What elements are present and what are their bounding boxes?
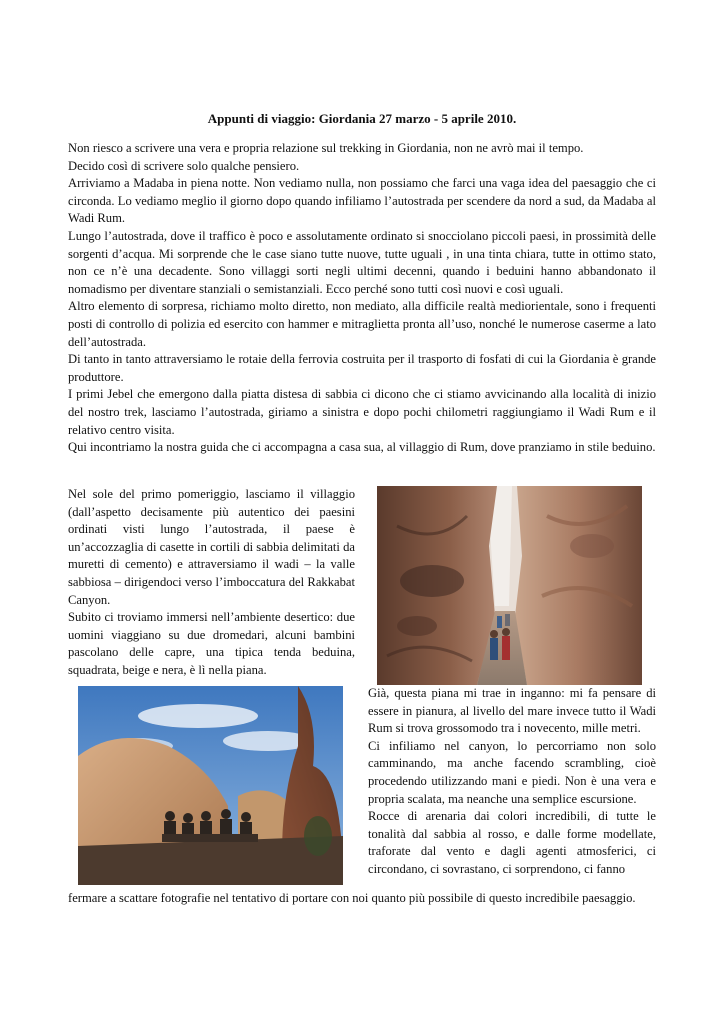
- canyon-photo: [377, 486, 642, 685]
- paragraph: Non riesco a scrivere una vera e propria relazione sul trekking in Giordania, non ne avrò mai il tempo.: [68, 141, 584, 155]
- paragraph: Arriviamo a Madaba in piena notte. Non vediamo nulla, non possiamo che farci una vaga idea del paesaggio che ci circonda. Lo vediamo meglio il giorno dopo quando infiliamo l’autostrada per scendere da nord a sud, da Madaba al Wadi Rum.: [68, 176, 656, 226]
- paragraph: Rocce di arenaria dai colori incredibili, di tutte le tonalità dal sabbia al rosso, e dalle forme modellate, traforate dal vento e dagli agenti atmosferici, ci circondano, ci sovrastano, ci sorprendono, ci fanno: [368, 809, 656, 876]
- paragraph: Altro elemento di sorpresa, richiamo molto diretto, non mediato, alla difficile realtà mediorientale, sono i frequenti posti di controllo di polizia ed esercito con hammer e mitraglietta pronta all’uso, nonché le numerose caserme a lato dell’autostrada.: [68, 299, 656, 349]
- closing-line: fermare a scattare fotografie nel tentativo di portare con noi quanto più possibile di questo incredibile paesaggio.: [68, 891, 636, 905]
- page-title: Appunti di viaggio: Giordania 27 marzo - 5 aprile 2010.: [207, 111, 517, 126]
- paragraph: I primi Jebel che emergono dalla piatta distesa di sabbia ci dicono che ci stiamo avvicinando alla località di inizio del nostro trek, lasciamo l’autostrada, giriamo a sinistra e dopo pochi chilometri raggiungiamo il Wadi Rum e il relativo centro visita.: [68, 387, 656, 437]
- group-photo: [78, 686, 343, 885]
- paragraph: Subito ci troviamo immersi nell’ambiente desertico: due uomini viaggiano su due dromedari, alcuni bambini pascolano delle capre, una tipica tenda beduina, squadrata, beige e nera, è lì nella piana.: [68, 610, 355, 677]
- paragraph: Lungo l’autostrada, dove il traffico è poco e assolutamente ordinato si snocciolano piccoli paesi, in prossimità delle sorgenti d’acqua. Mi sorprende che le case siano tutte nuove, tutte uguali , in una tinta chiara, tutte in ottimo stato, non ce n’è una decadente. Sono villaggi sorti negli ultimi decenni, quando i beduini hanno abbandonato il nomadismo per diventare stanziali o semistanziali. Ecco perché sono tutti così nuovi e così uguali.: [68, 228, 656, 296]
- paragraph: Nel sole del primo pomeriggio, lasciamo il villaggio (dall’aspetto decisamente più autentico dei paesini ordinati visti lungo l’autostrada, il paese è un’accozzaglia di casette in cortili di sabbia delimitati da muretti di cemento) e attraversiamo il wadi – la valle sabbiosa – dirigendoci verso l’imboccatura del Rakkabat Canyon.: [68, 487, 355, 607]
- paragraph: Già, questa piana mi trae in inganno: mi fa pensare di essere in pianura, al livello del mare invece tutto il Wadi Rum si trova grossomodo tra i novecento, mille metri.: [368, 686, 656, 736]
- intro-text: [68, 140, 656, 457]
- paragraph: Qui incontriamo la nostra guida che ci accompagna a casa sua, al villaggio di Rum, dove pranziamo in stile beduino.: [68, 440, 656, 455]
- paragraph: Di tanto in tanto attraversiamo le rotaie della ferrovia costruita per il trasporto di fosfati di cui la Giordania è grande produttore.: [68, 352, 656, 384]
- paragraph: Ci infiliamo nel canyon, lo percorriamo non solo camminando, ma anche facendo scrambling, cioè procedendo utilizzando mani e piedi. Non è una vera e propria scalata, ma neanche una semplice escursione.: [368, 738, 656, 806]
- left-column-text: [68, 486, 355, 680]
- paragraph: Decido così di scrivere solo qualche pensiero.: [68, 158, 300, 173]
- right-column-text: [368, 685, 656, 879]
